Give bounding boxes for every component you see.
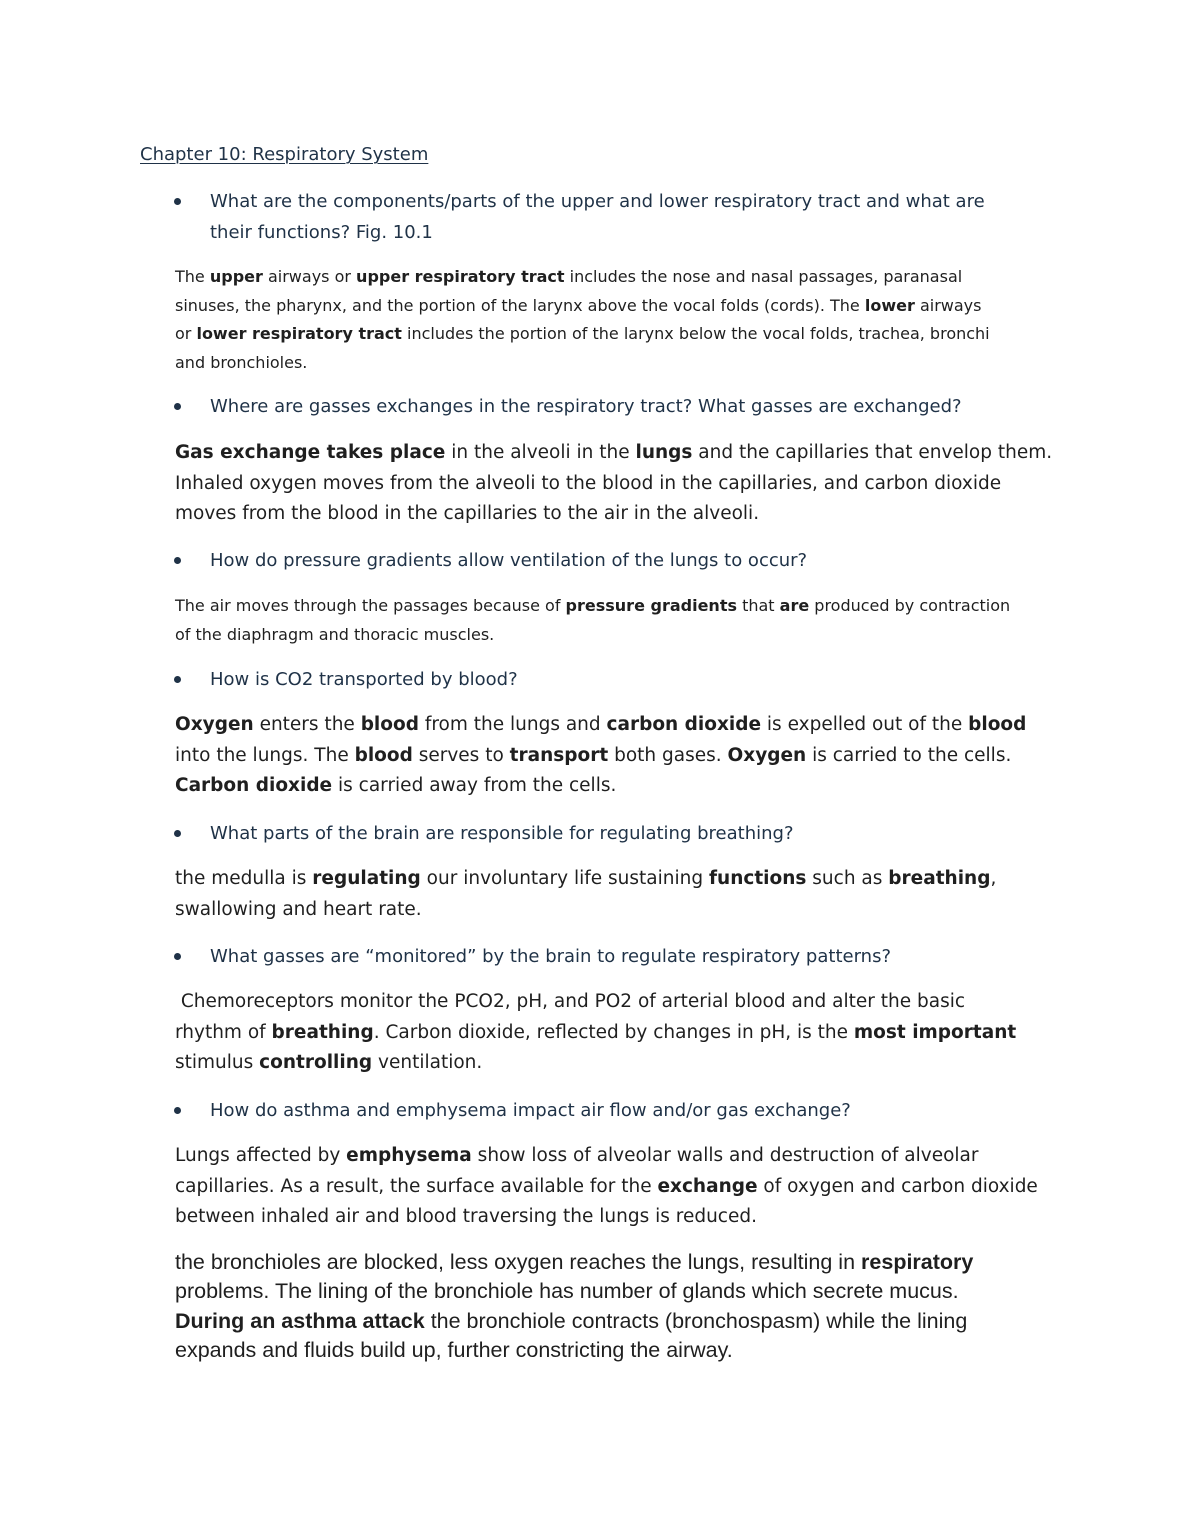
answer-5 — [175, 864, 996, 925]
bullet-icon — [174, 953, 181, 960]
bullet-icon — [174, 403, 181, 410]
answer-line: sinuses, the pharynx, and the portion of the larynx above the vocal folds (cords). The lower airways — [175, 295, 982, 315]
answer-line: Oxygen enters the blood from the lungs and carbon dioxide is expelled out of the blood — [175, 714, 1027, 735]
answer-8 — [175, 1248, 973, 1365]
bullet-icon — [174, 557, 181, 564]
answer-3 — [175, 592, 1010, 649]
answer-line: During an asthma attack the bronchiole contracts (bronchospasm) while the lining — [175, 1308, 968, 1333]
answer-line: Lungs affected by emphysema show loss of alveolar walls and destruction of alveolar — [175, 1145, 979, 1166]
answer-line: swallowing and heart rate. — [175, 898, 422, 920]
question-5 — [210, 818, 794, 849]
question-4 — [210, 664, 518, 695]
answer-2 — [175, 438, 1052, 530]
answer-line: between inhaled air and blood traversing the lungs is reduced. — [175, 1206, 757, 1227]
answer-line: the medulla is regulating our involuntary life sustaining functions such as breathing, — [175, 868, 997, 889]
answer-4 — [175, 710, 1026, 802]
answer-line: of the diaphragm and thoracic muscles. — [175, 624, 495, 644]
bullet-icon — [174, 1107, 181, 1114]
answer-line: The upper airways or upper respiratory tract includes the nose and nasal passages, paranasal — [175, 267, 963, 286]
answer-line: and bronchioles. — [175, 352, 308, 372]
answer-7 — [175, 1141, 1038, 1233]
answer-line: problems. The lining of the bronchiole has number of glands which secrete mucus. — [175, 1279, 959, 1304]
answer-1 — [175, 263, 990, 377]
question-line: What are the components/parts of the upper and lower respiratory tract and what are — [210, 191, 985, 212]
bullet-icon — [174, 676, 181, 683]
bullet-icon — [174, 198, 181, 205]
answer-line: rhythm of breathing. Carbon dioxide, reflected by changes in pH, is the most important — [175, 1021, 1017, 1043]
answer-line: expands and fluids build up, further constricting the airway. — [175, 1337, 733, 1362]
answer-line: moves from the blood in the capillaries to the air in the alveoli. — [175, 503, 760, 524]
answer-line: stimulus controlling ventilation. — [175, 1052, 483, 1073]
question-line: What gasses are “monitored” by the brain to regulate respiratory patterns? — [210, 946, 892, 967]
question-6 — [210, 941, 891, 972]
question-2 — [210, 391, 962, 422]
answer-line: capillaries. As a result, the surface available for the exchange of oxygen and carbon dioxide — [175, 1175, 1038, 1197]
answer-line: or lower respiratory tract includes the portion of the larynx below the vocal folds, trachea, bronchi — [175, 324, 990, 343]
question-line: What parts of the brain are responsible for regulating breathing? — [210, 823, 794, 844]
answer-line: Gas exchange takes place in the alveoli in the lungs and the capillaries that envelop them. — [175, 442, 1053, 463]
question-line: How do pressure gradients allow ventilation of the lungs to occur? — [210, 550, 808, 571]
answer-line: into the lungs. The blood serves to transport both gases. Oxygen is carried to the cells. — [175, 744, 1012, 766]
answer-6 — [175, 987, 1016, 1079]
question-line: How do asthma and emphysema impact air flow and/or gas exchange? — [210, 1100, 851, 1121]
answer-line: Carbon dioxide is carried away from the cells. — [175, 775, 617, 796]
question-1 — [210, 186, 985, 248]
answer-line: the bronchioles are blocked, less oxygen reaches the lungs, resulting in respiratory — [175, 1250, 974, 1274]
answer-line: Inhaled oxygen moves from the alveoli to the blood in the capillaries, and carbon dioxide — [175, 472, 1002, 494]
question-line: How is CO2 transported by blood? — [210, 669, 518, 690]
question-3 — [210, 545, 807, 576]
answer-line: Chemoreceptors monitor the PCO2, pH, and PO2 of arterial blood and alter the basic — [175, 991, 966, 1012]
question-line: their functions? Fig. 10.1 — [210, 222, 433, 243]
answer-line: The air moves through the passages because of pressure gradients that are produced by contraction — [175, 596, 1011, 615]
bullet-icon — [174, 830, 181, 837]
question-line: Where are gasses exchanges in the respiratory tract? What gasses are exchanged? — [210, 396, 962, 417]
chapter-title: Chapter 10: Respiratory System — [140, 144, 429, 165]
question-7 — [210, 1095, 851, 1126]
